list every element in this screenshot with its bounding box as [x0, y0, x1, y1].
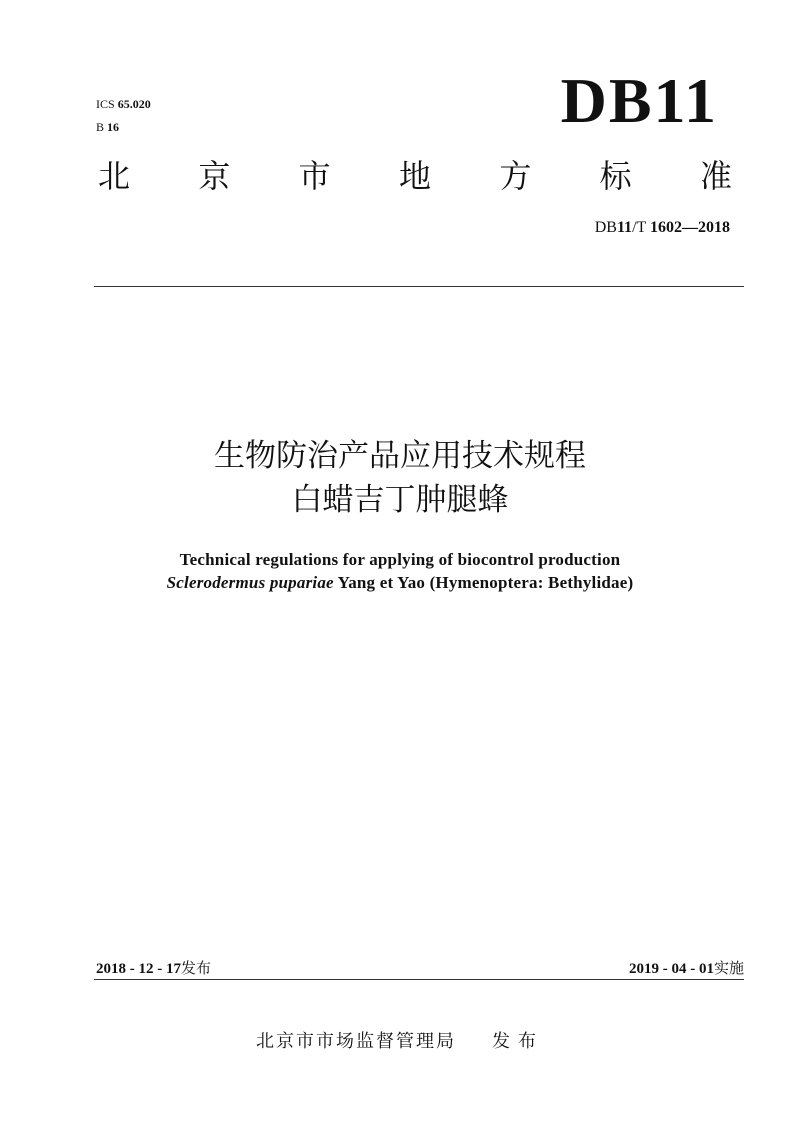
issuer-line: [0, 1030, 800, 1054]
standard-number-region: 11: [616, 219, 633, 236]
standard-number: [595, 218, 730, 238]
footer-divider: [94, 979, 744, 980]
standard-number-prefix: DB: [594, 219, 617, 236]
standard-type-char: 京: [198, 157, 231, 195]
title-chinese-line-2: 白蜡吉丁肿腿蜂: [291, 482, 509, 518]
standard-number-code: 1602—2018: [650, 219, 730, 236]
ics-code-line: [96, 97, 151, 111]
issuer-action: 发布: [492, 1031, 544, 1052]
release-date-row: [96, 958, 211, 979]
standard-type-char: 地: [398, 157, 431, 195]
implement-date-row: [629, 958, 744, 979]
standard-type-char: 市: [298, 157, 331, 195]
standard-type-char: 方: [499, 157, 532, 195]
standard-type: [98, 156, 732, 196]
implement-label: 实施: [713, 959, 744, 977]
title-english-line-2: [0, 571, 800, 594]
ics-label: ICS: [96, 97, 115, 111]
b-code-line: [96, 120, 119, 134]
title-english-line-2-rest: Yang et Yao (Hymenoptera: Bethylidae): [333, 573, 634, 592]
standard-type-char: 准: [699, 157, 732, 195]
standard-number-type: /T: [632, 219, 646, 236]
db-mark: DB11: [560, 65, 718, 136]
header-divider: [94, 286, 744, 287]
title-english: [0, 548, 800, 594]
standard-type-char: 北: [98, 157, 131, 195]
title-chinese: [0, 434, 800, 522]
title-english-line-1: Technical regulations for applying of biocontrol production: [179, 550, 621, 569]
title-chinese-line-1: 生物防治产品应用技术规程: [214, 438, 586, 474]
implement-date: 2019 - 04 - 01: [628, 961, 714, 977]
species-name: Sclerodermus pupariae: [166, 573, 334, 592]
release-date: 2018 - 12 - 17: [96, 961, 181, 977]
issuer-name: 北京市市场监督管理局: [256, 1031, 456, 1052]
ics-code: 65.020: [117, 97, 151, 111]
b-label: B: [96, 120, 105, 134]
b-code: 16: [107, 120, 120, 134]
standard-type-char: 标: [599, 157, 632, 195]
release-label: 发布: [181, 959, 212, 977]
